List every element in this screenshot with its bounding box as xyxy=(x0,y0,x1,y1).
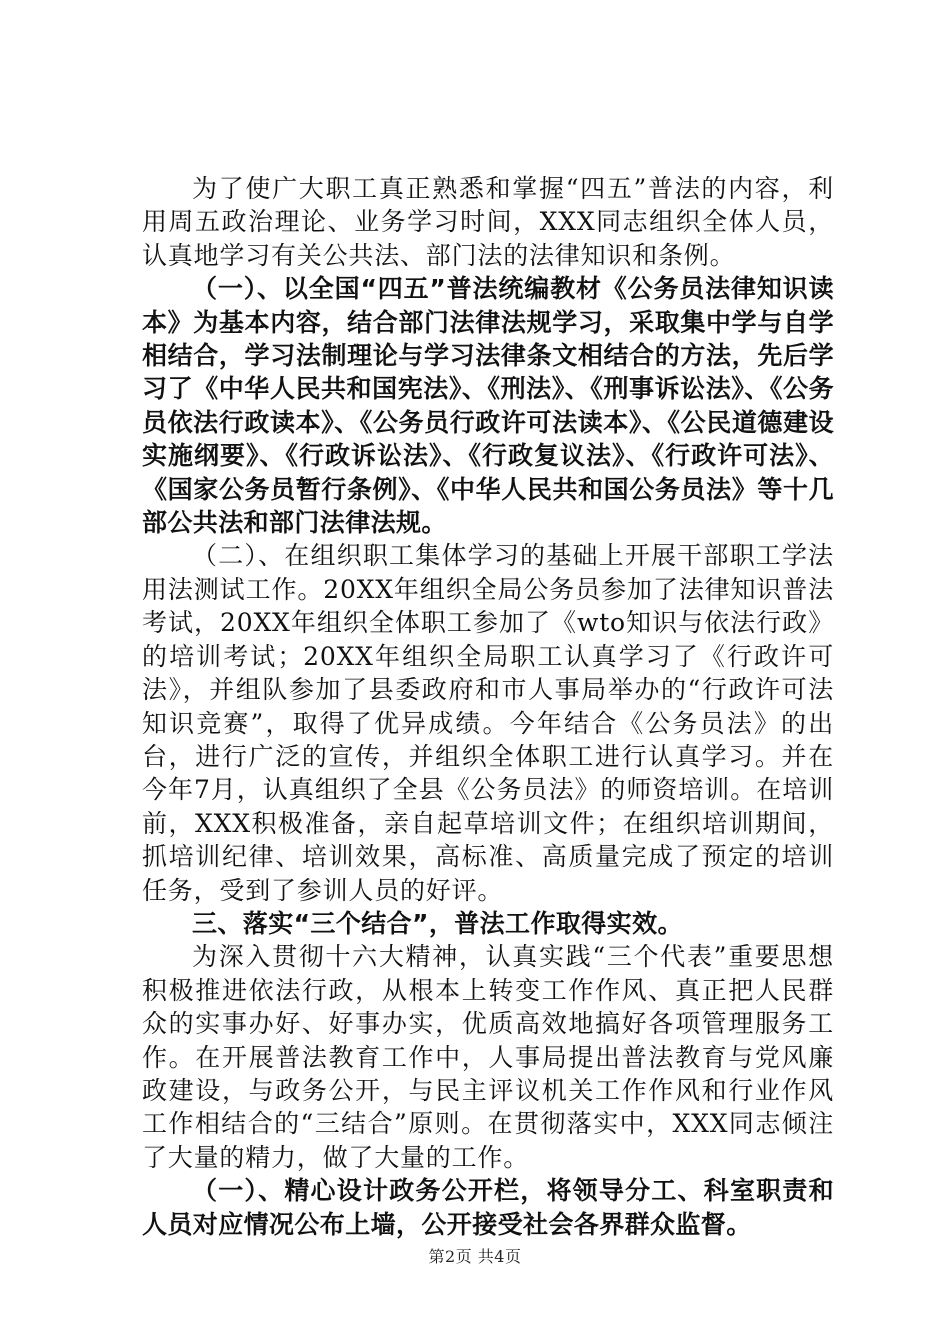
paragraph-section-3-item-1: （一）、精心设计政务公开栏，将领导分工、科室职责和人员对应情况公布上墙，公开接受社会各界群众监督。 xyxy=(142,1176,834,1239)
paragraph-section-1-item-1: （一）、以全国“四五”普法统编教材《公务员法律知识读本》为基本内容，结合部门法律法规学习，采取集中学与自学相结合，学习法制理论与学习法律条文相结合的方法，先后学习了《中华人民共和国宪法》、《刑法》、《刑事诉讼法》、《公务员依法行政读本》、《公务员行政许可法读本》、《公民道德建设实施纲要》、《行政诉讼法》、《行政复议法》、《行政许可法》、《国家公务员暂行条例》、《中华人民共和国公务员法》等十几部公共法和部门法律法规。 xyxy=(142,274,834,538)
section-heading-3: 三、落实“三个结合”，普法工作取得实效。 xyxy=(192,908,683,938)
paragraph-intro: 为了使广大职工真正熟悉和掌握“四五”普法的内容，利用周五政治理论、业务学习时间，XXX同志组织全体人员，认真地学习有关公共法、部门法的法律知识和条例。 xyxy=(142,174,834,270)
paragraph-section-1-item-2: （二）、在组织职工集体学习的基础上开展干部职工学法用法测试工作。20XX年组织全局公务员参加了法律知识普法考试，20XX年组织全体职工参加了《wto知识与依法行政》的培训考试；20XX年组织全局职工认真学习了《行政许可法》，并组队参加了县委政府和市人事局举办的“行政许可法知识竞赛”，取得了优异成绩。今年结合《公务员法》的出台，进行广泛的宣传，并组织全体职工进行认真学习。并在今年7月，认真组织了全县《公务员法》的师资培训。在培训前，XXX积极准备，亲自起草培训文件；在组织培训期间，抓培训纪律、培训效果，高标准、高质量完成了预定的培训任务，受到了参训人员的好评。 xyxy=(142,541,834,905)
page-number-footer: 第2页 共4页 xyxy=(428,1247,522,1266)
paragraph-section-3-intro: 为深入贯彻十六大精神，认真实践“三个代表”重要思想积极推进依法行政，从根本上转变工作作风、真正把人民群众的实事办好、好事办实，优质高效地搞好各项管理服务工作。在开展普法教育工作中，人事局提出普法教育与党风廉政建设，与政务公开，与民主评议机关工作作风和行业作风工作相结合的“三结合”原则。在贯彻落实中，XXX同志倾注了大量的精力，做了大量的工作。 xyxy=(142,942,834,1172)
document-body xyxy=(142,172,834,1241)
